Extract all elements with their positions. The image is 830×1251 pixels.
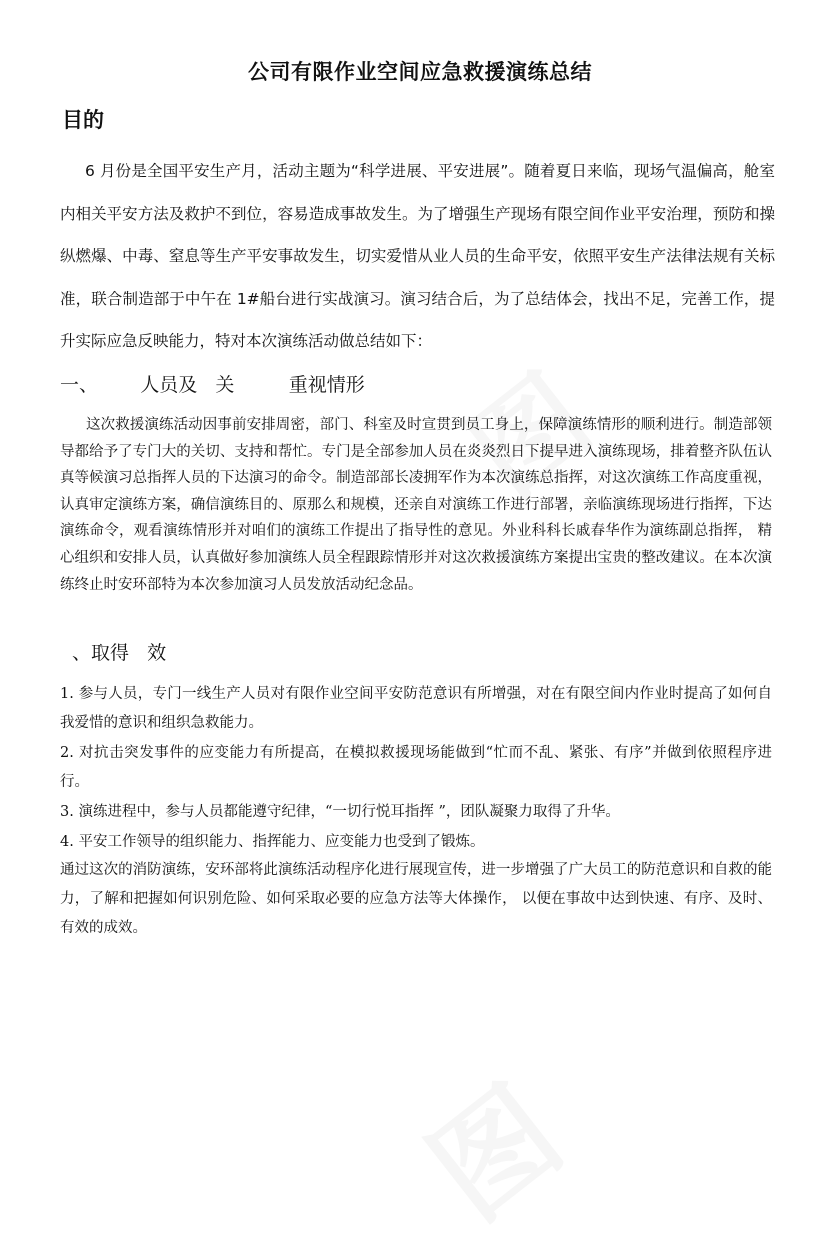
document-title: 公司有限作业空间应急救援演练总结 bbox=[248, 60, 592, 84]
list-item: 1. 参与人员，专门一线生产人员对有限作业空间平安防范意识有所增强，对在有限空间内作业时提高了如何自我爱惜的意识和组织急救能力。 bbox=[60, 686, 772, 731]
purpose-heading: 目的 bbox=[62, 108, 104, 132]
list-item: 4. 平安工作领导的组织能力、指挥能力、应变能力也受到了锻炼。 bbox=[60, 834, 485, 850]
results-list bbox=[60, 680, 772, 858]
watermark bbox=[390, 1041, 590, 1250]
section1-paragraph: 这次救援演练活动因事前安排周密，部门、科室及时宣贯到员工身上，保障演练情形的顺利进行。制造部领导都给予了专门大的关切、支持和帮忙。专门是全部参加人员在炎炎烈日下提早进入演练现场，排着整齐队伍认真等候演习总指挥人员的下达演习的命令。制造部部长凌拥军作为本次演练总指挥，对这次演练工作高度重视，认真审定演练方案，确信演练目的、原那么和规模，还亲自对演练工作进行部署，亲临演练现场进行指挥，下达演练命令，观看演练情形并对咱们的演练工作提出了指导性的意见。外业科科长戚春华作为演练副总指挥， 精心组织和安排人员，认真做好参加演练人员全程跟踪情形并对这次救援演练方案提出宝贵的整改建议。在本次演练终止时安环部特为本次参加演习人员发放活动纪念品。 bbox=[60, 417, 772, 593]
purpose-paragraph: 6 月份是全国平安生产月，活动主题为“科学进展、平安进展”。随着夏日来临，现场气温偏高，舱室内相关平安方法及救护不到位，容易造成事故发生。为了增强生产现场有限空间作业平安治理，预防和操纵燃爆、中毒、窒息等生产平安事故发生，切实爱惜从业人员的生命平安，依照平安生产法律法规有关标准，联合制造部于中午在 1#船台进行实战演习。演习结合后，为了总结体会，找出不足，完善工作，提升实际应急反映能力，特对本次演练活动做总结如下： bbox=[60, 162, 775, 350]
section1-heading: 一、 人员及 关 重视情形 bbox=[60, 374, 365, 396]
list-item: 2. 对抗击突发事件的应变能力有所提高，在模拟救援现场能做到“忙而不乱、紧张、有序”并做到依照程序进行。 bbox=[60, 745, 772, 790]
closing-paragraph: 通过这次的消防演练，安环部将此演练活动程序化进行展现宣传，进一步增强了广大员工的防范意识和自救的能力，了解和把握如何识别危险、如何采取必要的应急方法等大体操作， 以便在事故中达到快速、有序、及时、 有效的成效。 bbox=[60, 862, 772, 936]
list-item: 3. 演练进程中，参与人员都能遵守纪律，“一切行悦耳指挥 ”，团队凝聚力取得了升华。 bbox=[60, 804, 620, 820]
section2-heading: 、取得 效 bbox=[72, 642, 167, 664]
